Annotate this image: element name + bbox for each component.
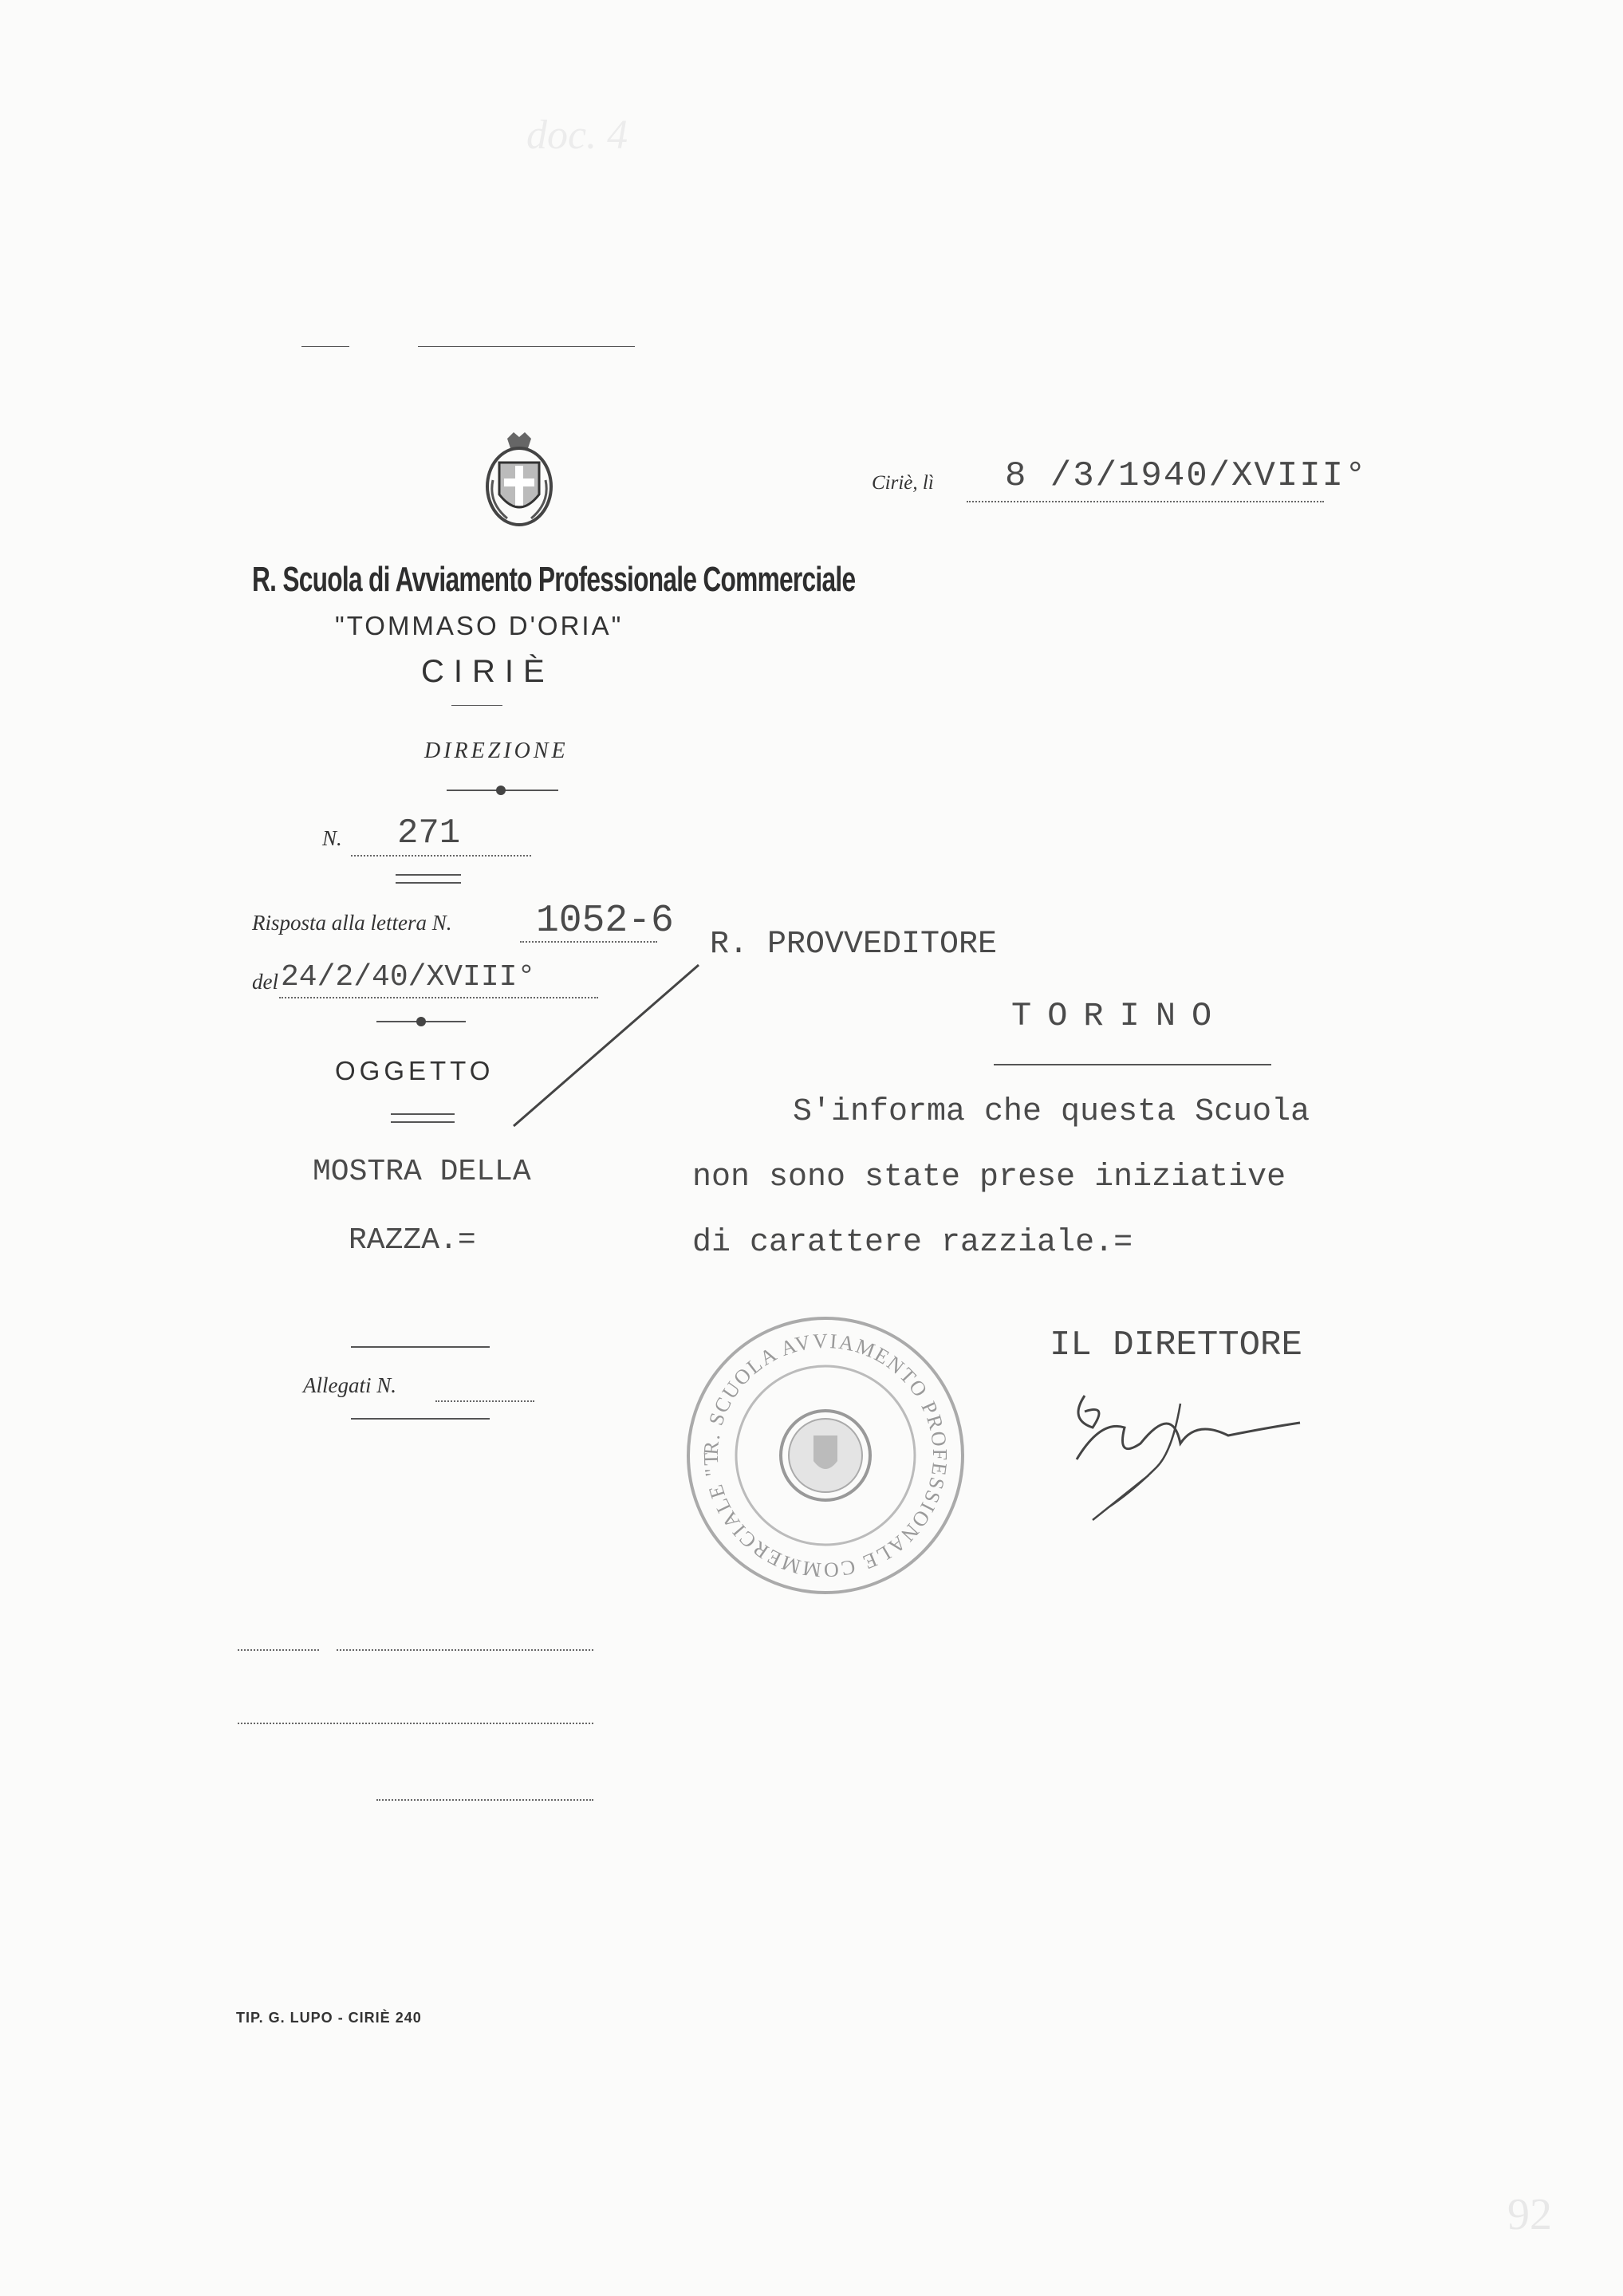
recipient-line-1: R. PROVVEDITORE xyxy=(710,927,998,963)
recipient-underline xyxy=(994,1064,1271,1065)
letter-date: 8 /3/1940/XVIII° xyxy=(1005,456,1368,496)
stamp-text: R. SCUOLA AVVIAMENTO PROFESSIONALE COMMERCIALE "T xyxy=(699,1329,952,1582)
page-number: 92 xyxy=(1507,2190,1552,2239)
blank-dotted-line xyxy=(238,1723,593,1724)
blank-dotted-line xyxy=(238,1649,319,1651)
divider-dot xyxy=(416,1017,426,1026)
reply-label: Risposta alla lettera N. xyxy=(252,911,452,935)
director-signature xyxy=(1061,1372,1324,1531)
divider xyxy=(391,1113,455,1115)
school-stamp-icon xyxy=(678,1308,973,1603)
body-line-1: S'informa che questa Scuola xyxy=(793,1094,1310,1130)
printer-mark: TIP. G. LUPO - CIRIÈ 240 xyxy=(236,2010,422,2026)
savoy-crest-icon xyxy=(483,431,555,534)
divider-dot xyxy=(496,786,506,795)
blank-dotted-line xyxy=(337,1649,593,1651)
reply-number: 1052-6 xyxy=(536,900,674,943)
school-dedication: "TOMMASO D'ORIA" xyxy=(335,611,624,640)
divider xyxy=(451,705,502,706)
subject-line-2: RAZZA.= xyxy=(349,1223,476,1258)
divider xyxy=(351,1346,490,1348)
diagonal-stroke xyxy=(510,962,702,1129)
protocol-dotted-line xyxy=(351,855,531,857)
faint-annotation: doc. 4 xyxy=(526,112,628,158)
body-line-2: non sono state prese iniziative xyxy=(692,1160,1286,1195)
divider xyxy=(391,1121,455,1123)
date-place-label: Ciriè, lì xyxy=(872,472,934,494)
protocol-label: N. xyxy=(322,826,342,850)
date-dotted-line xyxy=(967,501,1324,502)
school-town: CIRIÈ xyxy=(421,654,554,689)
attachments-label: Allegati N. xyxy=(303,1373,396,1397)
protocol-number: 271 xyxy=(397,813,461,853)
office-label: DIREZIONE xyxy=(424,738,569,763)
subject-label: OGGETTO xyxy=(335,1056,494,1085)
blank-dotted-line xyxy=(376,1799,593,1801)
signature-title: IL DIRETTORE xyxy=(1050,1325,1302,1365)
school-name: R. Scuola di Avviamento Professionale Commerciale xyxy=(252,560,856,599)
top-rule-long xyxy=(418,346,635,347)
divider xyxy=(396,882,461,884)
subject-line-1: MOSTRA DELLA xyxy=(313,1155,531,1189)
attachments-dotted-line xyxy=(435,1400,534,1402)
reply-date: 24/2/40/XVIII° xyxy=(281,960,536,994)
body-line-3: di carattere razziale.= xyxy=(692,1225,1133,1261)
divider xyxy=(351,1418,490,1420)
recipient-line-2: TORINO xyxy=(1011,997,1228,1035)
reply-date-label: del xyxy=(252,970,278,994)
divider xyxy=(396,874,461,876)
top-rule-short xyxy=(301,346,349,347)
